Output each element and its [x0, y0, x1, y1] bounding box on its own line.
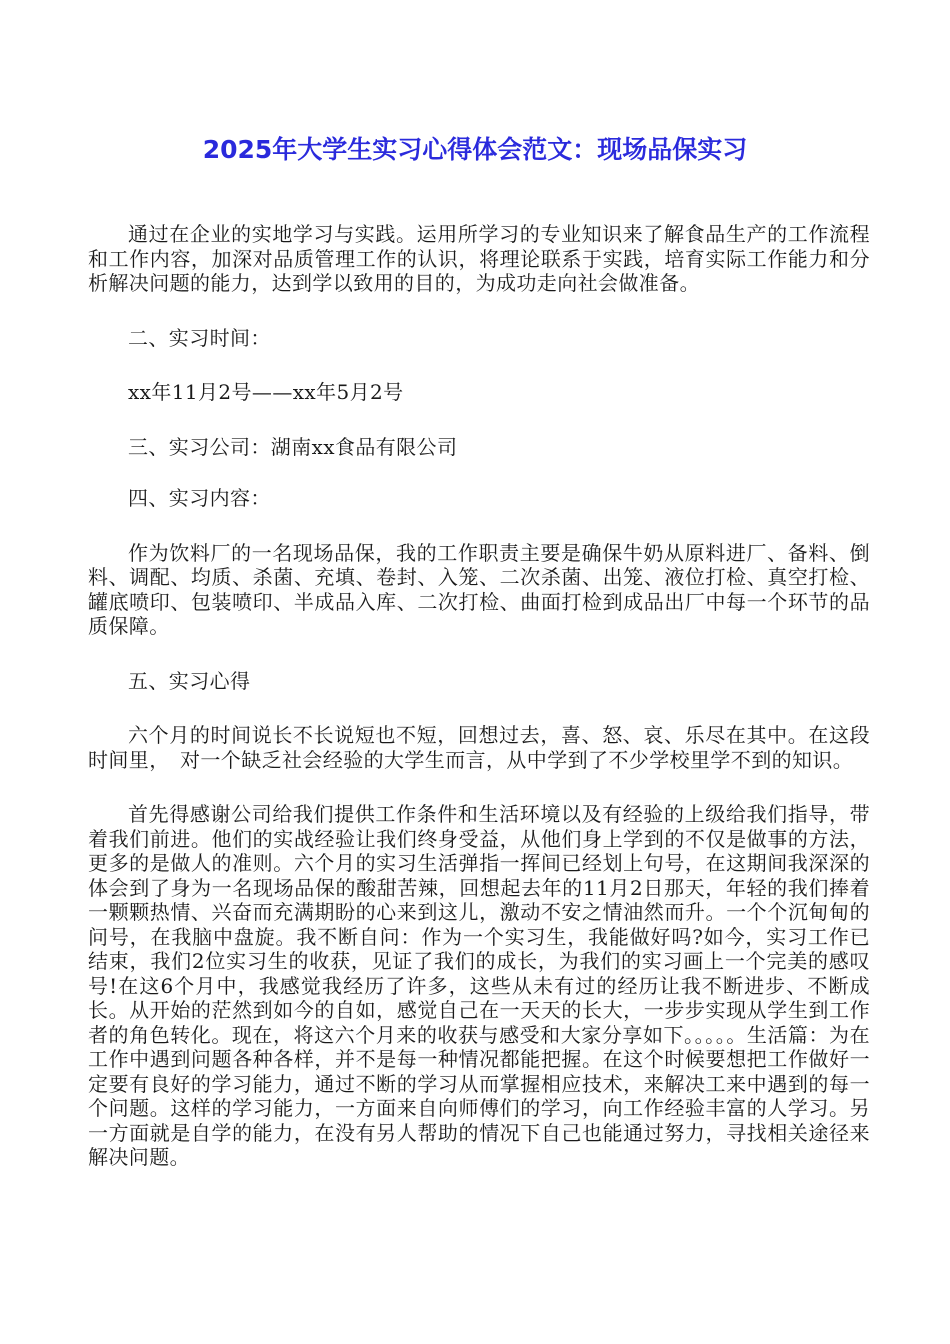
experience-paragraph-2: 首先得感谢公司给我们提供工作条件和生活环境以及有经验的上级给我们指导，带着我们前进。他们的实战经验让我们终身受益，从他们身上学到的不仅是做事的方法，更多的是做人的准则。六个月的实习生活弹指一挥间已经划上句号，在这期间我深深的体会到了身为一名现场品保的酸甜苦辣，回想起去年的11月2日那天，年轻的我们捧着一颗颗热情、兴奋而充满期盼的心来到这儿，激动不安之情油然而升。一个个沉甸甸的问号，在我脑中盘旋。我不断自问：作为一个实习生，我能做好吗?如今，实习工作已结束，我们2位实习生的收获，见证了我们的成长，为我们的实习画上一个完美的感叹号!在这6个月中，我感觉我经历了许多，这些从未有过的经历让我不断进步、不断成长。从开始的茫然到如今的自如，感觉自己在一天天的长大，一步步实现从学生到工作者的角色转化。现在，将这六个月来的收获与感受和大家分享如下。。。。。生活篇：为在工作中遇到问题各种各样，并不是每一种情况都能把握。在这个时候要想把工作做好一定要有良好的学习能力，通过不断的学习从而掌握相应技术，来解决工来中遇到的每一个问题。这样的学习能力，一方面来自向师傅们的学习，向工作经验丰富的人学习。另一方面就是自学的能力，在没有另人帮助的情况下自己也能通过努力，寻找相关途径来解决问题。 — [88, 802, 870, 1169]
document-title: 2025年大学生实习心得体会范文：现场品保实习 — [202, 135, 748, 164]
content-paragraph: 作为饮料厂的一名现场品保，我的工作职责主要是确保牛奶从原料进厂、备料、倒料、调配、均质、杀菌、充填、卷封、入笼、二次杀菌、出笼、液位打检、真空打检、罐底喷印、包装喷印、半成品入库、二次打检、曲面打检到成品出厂中每一个环节的品质保障。 — [88, 540, 870, 638]
experience-paragraph-1: 六个月的时间说长不长说短也不短，回想过去，喜、怒、哀、乐尽在其中。在这段时间里， 对一个缺乏社会经验的大学生而言，从中学到了不少学校里学不到的知识。 — [88, 723, 870, 772]
section-heading-content: 四、实习内容： — [128, 486, 271, 510]
section-heading-company: 三、实习公司：湖南xx食品有限公司 — [128, 434, 458, 459]
document-body — [88, 222, 870, 1170]
internship-period: xx年11月2号——xx年5月2号 — [128, 380, 404, 404]
section-heading-experience: 五、实习心得 — [128, 668, 251, 693]
section-heading-time: 二、实习时间： — [128, 325, 271, 350]
intro-paragraph: 通过在企业的实地学习与实践。运用所学习的专业知识来了解食品生产的工作流程和工作内容，加深对品质管理工作的认识，将理论联系于实践，培育实际工作能力和分析解决问题的能力，达到学以致用的目的，为成功走向社会做准备。 — [88, 222, 870, 295]
